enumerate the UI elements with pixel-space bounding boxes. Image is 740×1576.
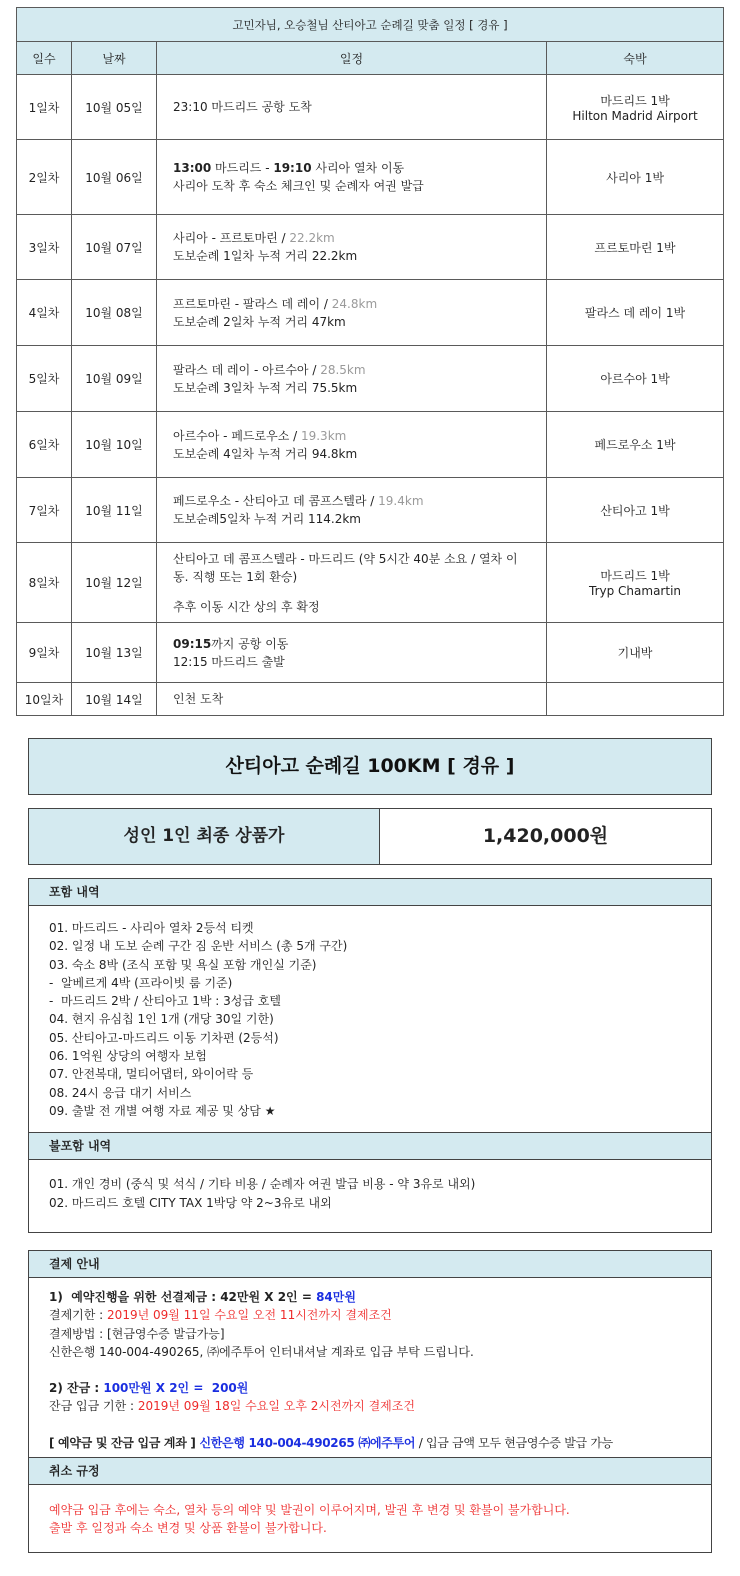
list-item: 02. 마드리드 호텔 CITY TAX 1박당 약 2~3유로 내외 — [49, 1195, 332, 1210]
stay-cell: 산티아고 1박 — [547, 478, 724, 543]
stay-cell — [547, 683, 724, 716]
header-stay: 숙박 — [547, 42, 724, 75]
account-note: / 입금 금액 모두 현금영수증 발급 가능 — [415, 1435, 613, 1450]
plan-text: 마드리드 - — [211, 161, 274, 175]
list-item: - 알베르게 4박 (프라이빗 룸 기준) — [49, 975, 233, 990]
plan-cell — [157, 75, 547, 140]
plan-text: 도보순례5일차 누적 거리 114.2km — [173, 512, 361, 526]
balance-line — [49, 1379, 691, 1397]
plan-text: 사리아 열차 이동 — [311, 161, 405, 175]
stay-text: 마드리드 1박 — [600, 93, 670, 108]
day-cell: 9일차 — [17, 623, 72, 683]
excluded-list — [29, 1160, 711, 1232]
plan-text: 도보순례 1일차 누적 거리 22.2km — [173, 249, 358, 263]
header-day: 일수 — [17, 42, 72, 75]
plan-cell — [157, 280, 547, 346]
day-cell: 6일차 — [17, 412, 72, 478]
deposit-label: 1) 예약진행을 위한 선결제금 : 42만원 X 2인 = — [49, 1290, 317, 1304]
day-cell: 2일차 — [17, 140, 72, 215]
cancellation-line: 출발 후 일정과 숙소 변경 및 상품 환불이 불가합니다. — [49, 1521, 327, 1536]
list-item: 06. 1억원 상당의 여행자 보험 — [49, 1049, 207, 1064]
date-cell: 10월 10일 — [72, 412, 157, 478]
date-cell: 10월 08일 — [72, 280, 157, 346]
table-row — [17, 75, 724, 140]
day-cell: 7일차 — [17, 478, 72, 543]
plan-text: 사리아 도착 후 숙소 체크인 및 순례자 여권 발급 — [173, 179, 424, 193]
distance: 19.3km — [300, 428, 347, 443]
date-cell: 10월 12일 — [72, 543, 157, 623]
plan-text: 도보순례 4일차 누적 거리 94.8km — [173, 446, 358, 461]
cancellation-details — [29, 1485, 711, 1552]
stay-cell: 페드로우소 1박 — [547, 412, 724, 478]
date-cell: 10월 11일 — [72, 478, 157, 543]
plan-cell: 인천 도착 — [157, 683, 547, 716]
stay-cell: 기내박 — [547, 623, 724, 683]
date-cell: 10월 09일 — [72, 346, 157, 412]
price-box — [28, 808, 712, 865]
header-plan: 일정 — [157, 42, 547, 75]
day-cell: 1일차 — [17, 75, 72, 140]
plan-time: 19:10 — [273, 161, 312, 175]
account-label: [ 예약금 및 잔금 입금 계좌 ] — [49, 1435, 200, 1450]
included-excluded-box — [28, 878, 712, 1233]
plan-cell — [157, 623, 547, 683]
list-item: 05. 산티아고-마드리드 이동 기차편 (2등석) — [49, 1030, 279, 1045]
date-cell: 10월 06일 — [72, 140, 157, 215]
distance: 19.4km — [378, 494, 424, 508]
date-cell: 10월 13일 — [72, 623, 157, 683]
plan-time: 09:15 — [173, 636, 212, 651]
product-title: 산티아고 순례길 100KM [ 경유 ] — [28, 738, 712, 795]
plan-cell — [157, 412, 547, 478]
plan-text: 사리아 - 프르토마린 / — [173, 231, 290, 245]
schedule-table — [16, 7, 724, 716]
plan-text: 팔라스 데 레이 - 아르수아 / — [173, 362, 321, 377]
balance-value: 100만원 X 2인 = 200원 — [103, 1381, 249, 1396]
cancellation-line: 예약금 입금 후에는 숙소, 열차 등의 예약 및 발권이 이루어지며, 발권 후 변경 및 환불이 불가합니다. — [49, 1503, 570, 1518]
balance-deadline-line — [49, 1397, 691, 1415]
excluded-header: 불포함 내역 — [29, 1132, 711, 1160]
balance-deadline-label: 잔금 입금 기한 : — [49, 1399, 138, 1414]
table-row — [17, 623, 724, 683]
list-item: 09. 출발 전 개별 여행 자료 제공 및 상담 ★ — [49, 1103, 276, 1118]
stay-cell: 아르수아 1박 — [547, 346, 724, 412]
plan-text: 까지 공항 이동 — [211, 636, 289, 651]
stay-cell: 사리아 1박 — [547, 140, 724, 215]
list-item: 07. 안전복대, 멀티어댑터, 와이어락 등 — [49, 1067, 254, 1082]
payment-details — [29, 1278, 711, 1457]
list-item: 04. 현지 유심칩 1인 1개 (개당 30일 기한) — [49, 1012, 274, 1027]
stay-hotel: Hilton Madrid Airport — [572, 108, 698, 123]
header-date: 날짜 — [72, 42, 157, 75]
deadline-value: 2019년 09월 11일 수요일 오전 11시전까지 결제조건 — [107, 1308, 392, 1323]
list-item: 02. 일정 내 도보 순례 구간 짐 운반 서비스 (총 5개 구간) — [49, 939, 348, 954]
price-value: 1,420,000원 — [482, 825, 609, 847]
stay-hotel: Tryp Chamartin — [589, 584, 682, 598]
included-list — [29, 906, 711, 1132]
balance-label: 2) 잔금 : — [49, 1381, 104, 1396]
included-header: 포함 내역 — [29, 879, 711, 906]
table-row — [17, 683, 724, 716]
payment-header: 결제 안내 — [29, 1251, 711, 1278]
date-cell: 10월 07일 — [72, 215, 157, 280]
stay-cell: 프르토마린 1박 — [547, 215, 724, 280]
price-label: 성인 1인 최종 상품가 — [29, 809, 380, 864]
table-row — [17, 140, 724, 215]
deposit-line — [49, 1288, 691, 1306]
table-row — [17, 478, 724, 543]
distance: 22.2km — [289, 231, 335, 245]
stay-cell: 팔라스 데 레이 1박 — [547, 280, 724, 346]
plan-text: 23:10 마드리드 공항 도착 — [173, 100, 312, 114]
balance-deadline-value: 2019년 09월 18일 수요일 오후 2시전까지 결제조건 — [137, 1399, 415, 1414]
plan-text: 도보순례 3일차 누적 거리 75.5km — [173, 380, 358, 395]
plan-text: 12:15 마드리드 출발 — [173, 654, 285, 669]
payment-box — [28, 1250, 712, 1553]
table-row — [17, 346, 724, 412]
plan-text: 페드로우소 - 산티아고 데 콤프스텔라 / — [173, 494, 379, 508]
list-item: 08. 24시 응급 대기 서비스 — [49, 1085, 192, 1100]
bank-line: 신한은행 140-004-490265, ㈜에주투어 인터내셔날 계좌로 입금 부탁 드립니다. — [49, 1344, 474, 1359]
schedule-title: 고민자님, 오승철님 산티아고 순례길 맞춤 일정 [ 경유 ] — [17, 8, 724, 42]
plan-cell — [157, 346, 547, 412]
stay-cell — [547, 543, 724, 623]
plan-time: 13:00 — [173, 161, 212, 175]
table-row — [17, 412, 724, 478]
table-row — [17, 543, 724, 623]
plan-text: 아르수아 - 페드로우소 / — [173, 428, 301, 443]
day-cell: 5일차 — [17, 346, 72, 412]
distance: 28.5km — [320, 362, 366, 377]
stay-cell — [547, 75, 724, 140]
account-value: 신한은행 140-004-490265 ㈜에주투어 — [199, 1435, 416, 1450]
plan-text: 프르토마린 - 팔라스 데 레이 / — [173, 296, 332, 311]
deadline-label: 결제기한 : — [49, 1308, 108, 1323]
plan-text: 도보순례 2일차 누적 거리 47km — [173, 314, 346, 329]
plan-text: 동. 직행 또는 1회 환승) — [173, 569, 298, 584]
table-row — [17, 215, 724, 280]
method-line: 결제방법 : [현금영수증 발급가능] — [49, 1326, 225, 1341]
stay-text: 마드리드 1박 — [600, 569, 670, 583]
plan-text: 추후 이동 시간 상의 후 확정 — [173, 599, 320, 614]
plan-cell — [157, 215, 547, 280]
day-cell: 4일차 — [17, 280, 72, 346]
plan-text: 산티아고 데 콤프스텔라 - 마드리드 (약 5시간 40분 소요 / 열차 이 — [173, 551, 518, 566]
plan-cell — [157, 543, 547, 623]
list-item: 03. 숙소 8박 (조식 포함 및 욕실 포함 개인실 기준) — [49, 957, 317, 972]
date-cell: 10월 14일 — [72, 683, 157, 716]
deadline-line — [49, 1306, 691, 1324]
list-item: 01. 개인 경비 (중식 및 석식 / 기타 비용 / 순례자 여권 발급 비용 - 약 3유로 내외) — [49, 1177, 476, 1192]
cancellation-header: 취소 규정 — [29, 1457, 711, 1485]
distance: 24.8km — [331, 296, 378, 311]
plan-cell — [157, 140, 547, 215]
list-item: 01. 마드리드 - 사리아 열차 2등석 티켓 — [49, 921, 254, 935]
list-item: - 마드리드 2박 / 산티아고 1박 : 3성급 호텔 — [49, 994, 281, 1009]
plan-cell — [157, 478, 547, 543]
day-cell: 8일차 — [17, 543, 72, 623]
table-row — [17, 280, 724, 346]
date-cell: 10월 05일 — [72, 75, 157, 140]
deposit-total: 84만원 — [316, 1290, 356, 1304]
account-line — [49, 1434, 691, 1452]
day-cell: 10일차 — [17, 683, 72, 716]
day-cell: 3일차 — [17, 215, 72, 280]
